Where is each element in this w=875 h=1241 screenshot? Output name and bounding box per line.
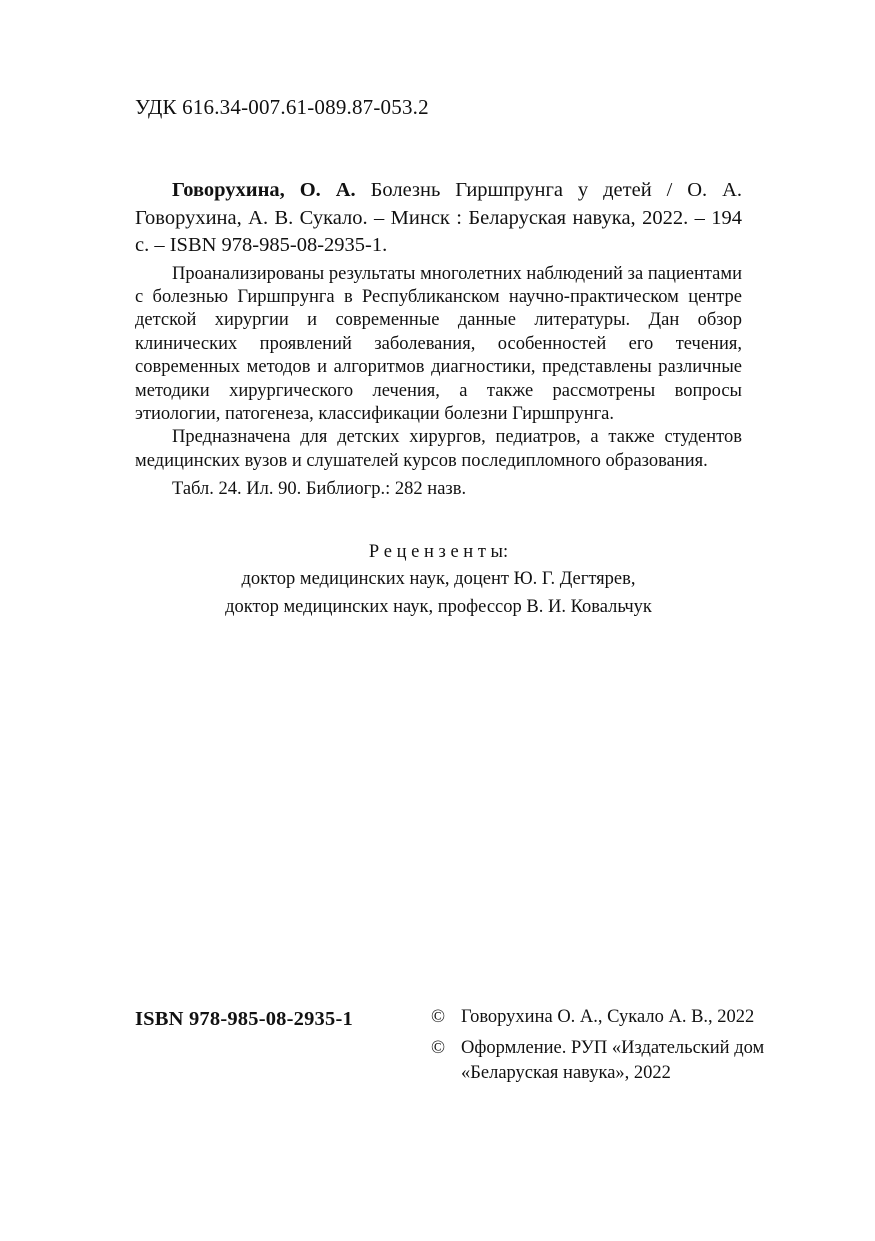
- reviewers-block: [135, 539, 742, 622]
- annotation-paragraph-2: Предназначена для детских хирургов, педиатров, а также студентов медицинских вузов и слушателей курсов последипломного образования.: [135, 427, 742, 471]
- copyright-design: [431, 1036, 775, 1087]
- page-content: [135, 95, 742, 621]
- reviewers-heading: Р е ц е н з е н т ы:: [368, 541, 509, 562]
- reviewer-2: доктор медицинских наук, профессор В. И. Ковальчук: [225, 596, 652, 617]
- footer-block: [135, 1005, 775, 1092]
- copyright-symbol: ©: [431, 1007, 446, 1027]
- bib-description: Болезнь Гиршпрунга у детей / О. А. Говорухина, А. В. Сукало. – Минск : Беларуская навука, 2022. – 194 с. – ISBN 978-985-08-2935-1.: [135, 179, 742, 256]
- copyright-authors-text: Говорухина О. А., Сукало А. В., 2022: [461, 1007, 755, 1027]
- udk-code: УДК 616.34-007.61-089.87-053.2: [135, 95, 429, 119]
- copyright-design-text: Оформление. РУП «Издательский дом «Беларуская навука», 2022: [461, 1037, 765, 1083]
- bib-authors: Говорухина, О. А.: [172, 179, 356, 201]
- reviewer-1: доктор медицинских наук, доцент Ю. Г. Дегтярев,: [241, 569, 636, 590]
- isbn-number: ISBN 978-985-08-2935-1: [135, 1008, 353, 1030]
- copyright-block: [431, 1005, 775, 1092]
- copyright-symbol: ©: [431, 1037, 446, 1058]
- annotation-paragraph-1: Проанализированы результаты многолетних наблюдений за пациентами с болезнью Гиршпрунга в Республиканском научно-практическом центре детской хирургии и современные данные литературы. Дан обзор клинических проявлений заболевания, особенностей его течения, современных методов и алгоритмов диагностики, представлены различные методики хирургического лечения, а также рассмотрены вопросы этиологии, патогенеза, классификации болезни Гиршпрунга.: [135, 263, 742, 424]
- stats-line: Табл. 24. Ил. 90. Библиогр.: 282 назв.: [172, 479, 467, 500]
- copyright-authors: [431, 1005, 775, 1031]
- bibliographic-entry: [135, 177, 742, 260]
